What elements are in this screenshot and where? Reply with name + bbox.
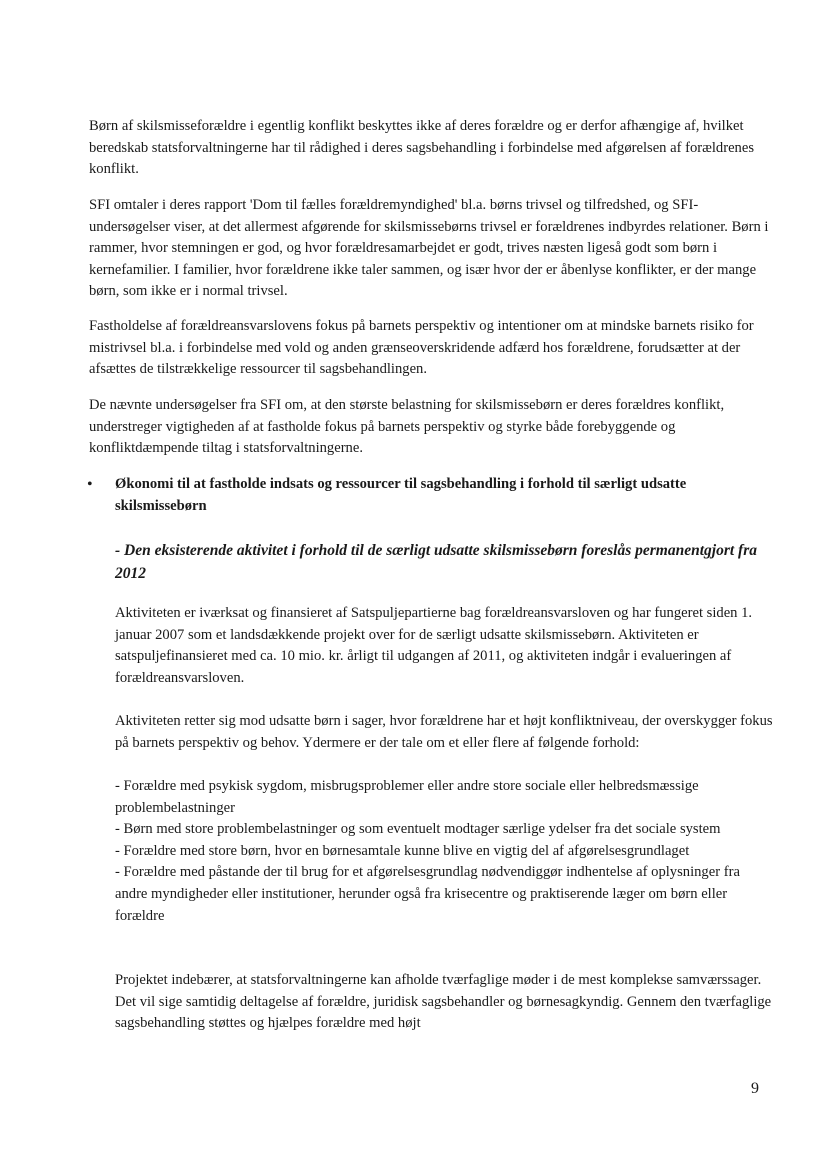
- condition-item: - Forældre med påstande der til brug for et afgørelsesgrundlag nødvendiggør indhentelse af oplysninger fra andre myndigheder eller institutioner, herunder også fra krisecentre og praktiserende læger om børn eller forældre: [115, 864, 740, 924]
- conditions-list: [115, 776, 775, 927]
- paragraph-activity-target: Aktiviteten retter sig mod udsatte børn i sager, hvor forældrene har et højt konfliktniveau, der overskygger fokus på barnets perspektiv og behov. Ydermere er der tale om et eller flere af følgende forhold:: [115, 713, 773, 751]
- condition-item: - Forældre med store børn, hvor en børnesamtale kunne blive en vigtig del af afgørelsesgrundlaget: [115, 842, 690, 859]
- condition-item: - Forældre med psykisk sygdom, misbrugsproblemer eller andre store sociale eller helbredsmæssige problembelastninger: [115, 778, 699, 816]
- paragraph-activity-funding: Aktiviteten er iværksat og finansieret af Satspuljepartierne bag forældreansvarsloven og har fungeret siden 1. januar 2007 som et landsdækkende projekt over for de særligt udsatte skilsmissebørn. Aktiviteten er satspuljefinansieret med ca. 10 mio. kr. årligt til udgangen af 2011, og aktiviteten indgår i evalueringen af forældreansvarsloven.: [115, 605, 753, 686]
- paragraph-retention-focus: Fastholdelse af forældreansvarslovens fokus på barnets perspektiv og intentioner om at mindske barnets risiko for mistrivsel bl.a. i forbindelse med vold og anden grænseoverskridende adfærd hos forældrene, forudsætter at der afsættes de tilstrækkelige ressourcer til sagsbehandlingen.: [89, 318, 754, 378]
- bullet-symbol: •: [87, 476, 93, 493]
- page-number: 9: [751, 1080, 759, 1097]
- paragraph-sfi-studies: De nævnte undersøgelser fra SFI om, at den største belastning for skilsmissebørn er deres forældres konflikt, understreger vigtigheden af at fastholde fokus på barnets perspektiv og styrke både forebyggende og konfliktdæmpende tiltag i statsforvaltningerne.: [89, 397, 725, 457]
- paragraph-project-meetings: Projektet indebærer, at statsforvaltningerne kan afholde tværfaglige møder i de mest komplekse samværssager. Det vil sige samtidig deltagelse af forældre, juridisk sagsbehandler og børnesagkyndig. Gennem den tværfaglige sagsbehandling støttes og hjælpes forældre med højt: [115, 972, 772, 1032]
- bullet-heading: Økonomi til at fastholde indsats og ressourcer til sagsbehandling i forhold til særligt udsatte skilsmissebørn: [115, 476, 687, 514]
- paragraph-sfi-report: SFI omtaler i deres rapport 'Dom til fælles forældremyndighed' bl.a. børns trivsel og tilfredshed, og SFI- undersøgelser viser, at det allermest afgørende for skilsmissebørns trivsel er forældrenes indbyrdes relationer. Børn i rammer, hvor stemningen er god, og hvor forældresamarbejdet er godt, trives næsten ligeså godt som børn i kernefamilier. I familier, hvor forældrene ikke taler sammen, og især hvor der er åbenlyse konflikter, er der mange børn, som ikke er i normal trivsel.: [89, 197, 769, 300]
- paragraph-children-protection: Børn af skilsmisseforældre i egentlig konflikt beskyttes ikke af deres forældre og er derfor afhængige af, hvilket beredskab statsforvaltningerne har til rådighed i deres sagsbehandling i forbindelse med afgørelsen af forældrenes konflikt.: [89, 118, 755, 178]
- section-subheading: - Den eksisterende aktivitet i forhold til de særligt udsatte skilsmissebørn foreslås permanentgjort fra 2012: [115, 542, 757, 582]
- condition-item: - Børn med store problembelastninger og som eventuelt modtager særlige ydelser fra det sociale system: [115, 821, 721, 838]
